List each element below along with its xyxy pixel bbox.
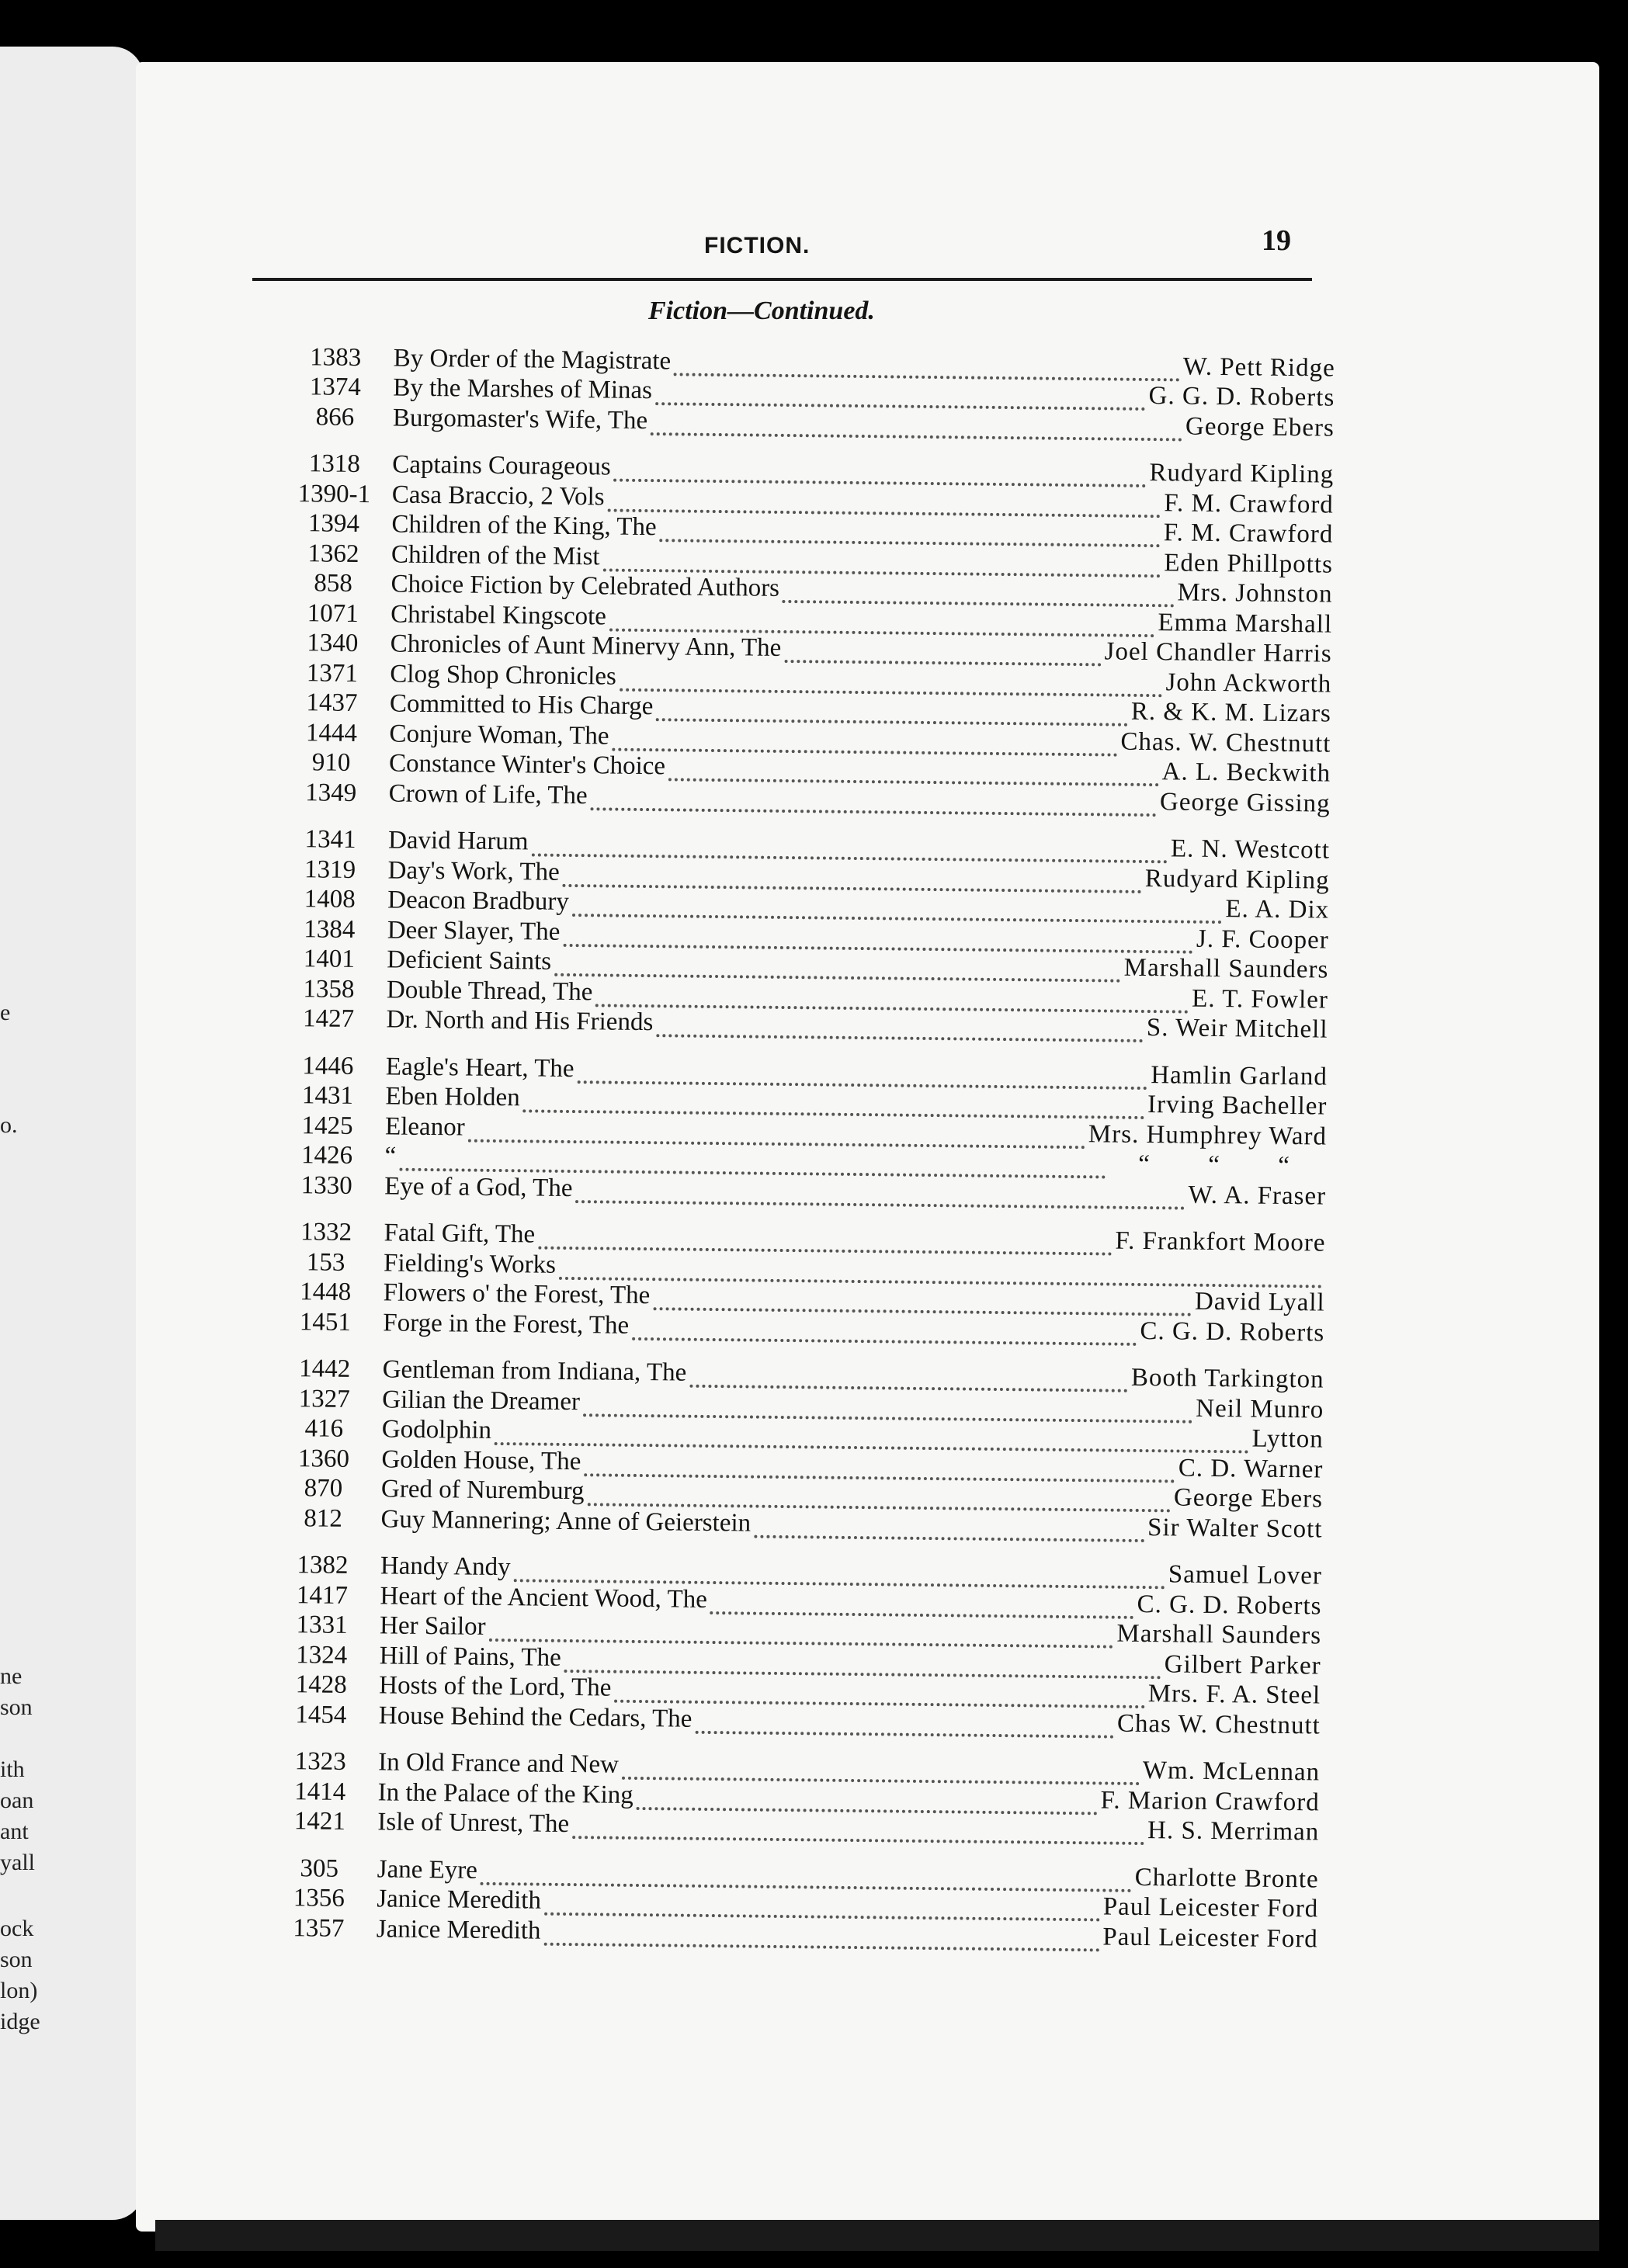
entry-author: Irving Bacheller bbox=[1147, 1091, 1328, 1121]
entry-number: 1324 bbox=[296, 1640, 348, 1670]
entry-author: F. Marion Crawford bbox=[1100, 1785, 1320, 1816]
entry-title: Children of the King, The bbox=[391, 510, 657, 542]
entry-title: Clog Shop Chronicles bbox=[390, 659, 617, 691]
entry-title: Dr. North and His Friends bbox=[386, 1005, 654, 1037]
entry-title: Eleanor bbox=[384, 1111, 465, 1142]
dot-leader bbox=[651, 409, 1182, 441]
entry-number: 416 bbox=[304, 1414, 344, 1443]
entry-title: Burgomaster's Wife, The bbox=[392, 403, 648, 435]
entry-number: 153 bbox=[306, 1247, 345, 1277]
entry-number: 866 bbox=[315, 402, 355, 432]
ditto-marks bbox=[1109, 1150, 1326, 1181]
entry-author: Chas W. Chestnutt bbox=[1116, 1709, 1321, 1740]
entry-title: In Old France and New bbox=[378, 1748, 620, 1779]
entry-number: 812 bbox=[304, 1503, 343, 1533]
dot-leader bbox=[783, 577, 1175, 607]
entry-author: Charlotte Bronte bbox=[1134, 1863, 1319, 1893]
entry-number: 1360 bbox=[297, 1444, 350, 1473]
entry-author: Eden Phillpotts bbox=[1164, 548, 1334, 579]
entry-number: 1425 bbox=[301, 1111, 353, 1140]
entry-title: Conjure Woman, The bbox=[389, 719, 609, 751]
dot-leader bbox=[659, 515, 1161, 547]
entry-title: Constance Winter's Choice bbox=[388, 749, 666, 781]
letter-group bbox=[286, 342, 1335, 442]
letter-group bbox=[283, 448, 1335, 818]
letter-group bbox=[272, 1549, 1322, 1740]
entry-number: 1427 bbox=[302, 1004, 355, 1033]
entry-title: Chronicles of Aunt Minervy Ann, The bbox=[390, 629, 782, 662]
entry-number: 910 bbox=[311, 748, 351, 777]
entry-author: Marshall Saunders bbox=[1123, 953, 1329, 984]
entry-author: George Gissing bbox=[1159, 787, 1331, 818]
entry-author: Sir Walter Scott bbox=[1147, 1513, 1323, 1544]
entry-number: 1071 bbox=[307, 598, 359, 628]
entry-author: Marshall Saunders bbox=[1116, 1619, 1322, 1650]
entry-author: Gilbert Parker bbox=[1164, 1649, 1321, 1680]
entry-title: Hosts of the Lord, The bbox=[379, 1671, 612, 1702]
entry-number: 1394 bbox=[307, 509, 360, 539]
entry-title: House Behind the Cedars, The bbox=[378, 1701, 693, 1733]
entry-author: F. M. Crawford bbox=[1163, 518, 1334, 549]
entry-number: 858 bbox=[314, 569, 353, 598]
entry-title: Deacon Bradbury bbox=[387, 886, 570, 916]
entry-number: 1349 bbox=[305, 778, 357, 807]
entry-author: Emma Marshall bbox=[1158, 608, 1333, 639]
facing-page-fragment: son bbox=[0, 1694, 33, 1720]
dot-leader bbox=[590, 784, 1157, 817]
entry-title: Crown of Life, The bbox=[388, 779, 588, 810]
entry-title: Janice Meredith bbox=[377, 1885, 542, 1915]
page-shadow bbox=[155, 2220, 1599, 2251]
entry-author: John Ackworth bbox=[1165, 668, 1332, 699]
facing-page-fragment: ant bbox=[0, 1819, 29, 1844]
entry-title: David Harum bbox=[387, 826, 529, 856]
entry-author: E. N. Westcott bbox=[1170, 834, 1331, 865]
facing-page-fragment: yall bbox=[0, 1850, 35, 1875]
entry-title: Flowers o' the Forest, The bbox=[383, 1278, 651, 1310]
dot-leader bbox=[674, 349, 1180, 381]
entry-number: 1426 bbox=[300, 1141, 353, 1170]
entry-author: Joel Chandler Harris bbox=[1104, 637, 1332, 668]
entry-author: Booth Tarkington bbox=[1130, 1363, 1324, 1394]
entry-author: C. D. Warner bbox=[1178, 1454, 1324, 1484]
entry-author: George Ebers bbox=[1185, 412, 1335, 442]
entry-author: F. M. Crawford bbox=[1164, 488, 1335, 519]
entry-title: Isle of Unrest, The bbox=[377, 1808, 570, 1839]
running-head: FICTION. bbox=[704, 233, 811, 258]
letter-group bbox=[276, 1216, 1326, 1347]
entry-author: W. A. Fraser bbox=[1188, 1181, 1327, 1211]
entry-title: Christabel Kingscote bbox=[391, 599, 607, 630]
header-rule bbox=[252, 278, 1312, 281]
entry-number: 1357 bbox=[293, 1913, 345, 1943]
entry-number: 1341 bbox=[304, 825, 356, 854]
entry-number: 1448 bbox=[300, 1278, 352, 1306]
facing-page-fragment: idge bbox=[0, 2009, 40, 2034]
entry-number: 1332 bbox=[300, 1218, 352, 1247]
entry-number: 1428 bbox=[295, 1670, 347, 1699]
entry-title: By the Marshes of Minas bbox=[393, 373, 653, 405]
ditto-mark: “ bbox=[1138, 1150, 1151, 1179]
entry-number: 1318 bbox=[308, 449, 360, 479]
facing-page-fragment: o. bbox=[0, 1112, 18, 1138]
entry-number: 1437 bbox=[306, 688, 358, 718]
entry-title: Forge in the Forest, The bbox=[383, 1308, 630, 1340]
entry-author: W. Pett Ridge bbox=[1182, 352, 1335, 383]
dot-leader bbox=[695, 1707, 1114, 1738]
entry-title: Godolphin bbox=[381, 1415, 492, 1444]
entry-author: George Ebers bbox=[1173, 1483, 1324, 1514]
facing-page-fragment: ock bbox=[0, 1916, 34, 1941]
dot-leader bbox=[754, 1511, 1144, 1541]
dot-leader bbox=[632, 1313, 1137, 1345]
entry-author: Rudyard Kipling bbox=[1149, 459, 1335, 489]
entry-title: In the Palace of the King bbox=[377, 1777, 633, 1809]
entry-number: 1356 bbox=[293, 1884, 345, 1913]
entry-author: C. G. D. Roberts bbox=[1137, 1590, 1322, 1621]
entry-title: Gred of Nuremburg bbox=[380, 1475, 585, 1506]
dot-leader bbox=[572, 1812, 1144, 1845]
entry-author: H. S. Merriman bbox=[1147, 1816, 1320, 1847]
entry-title: By Order of the Magistrate bbox=[393, 343, 672, 375]
entry-author: Samuel Lover bbox=[1168, 1560, 1323, 1590]
entry-author: R. & K. M. Lizars bbox=[1130, 697, 1332, 728]
entry-number: 1446 bbox=[302, 1051, 354, 1080]
facing-page bbox=[0, 47, 144, 2220]
entry-author: Paul Leicester Ford bbox=[1102, 1922, 1319, 1953]
entry-title: Fielding's Works bbox=[383, 1248, 557, 1279]
dot-leader bbox=[612, 724, 1117, 756]
entry-title: Eagle's Heart, The bbox=[385, 1052, 574, 1083]
entry-title: Choice Fiction by Celebrated Authors bbox=[391, 570, 780, 602]
entry-title: Jane Eyre bbox=[377, 1854, 478, 1885]
entry-title: Golden House, The bbox=[381, 1444, 581, 1476]
entry-author: J. F. Cooper bbox=[1196, 924, 1329, 955]
entry-number: 1390-1 bbox=[297, 479, 371, 508]
entry-title: Eben Holden bbox=[385, 1082, 520, 1112]
entry-number: 1421 bbox=[293, 1807, 346, 1836]
entry-author: Paul Leicester Ford bbox=[1102, 1892, 1319, 1923]
entry-number: 1340 bbox=[307, 629, 359, 658]
entry-author: Mrs. Johnston bbox=[1177, 578, 1333, 609]
entry-number: 1374 bbox=[309, 373, 362, 402]
entry-author: Hamlin Garland bbox=[1151, 1060, 1328, 1091]
entry-author: G. G. D. Roberts bbox=[1148, 382, 1335, 412]
entry-author: C. G. D. Roberts bbox=[1140, 1316, 1325, 1347]
entry-author: F. Frankfort Moore bbox=[1115, 1226, 1326, 1257]
entry-number: 1383 bbox=[310, 342, 362, 372]
entry-author: Neil Munro bbox=[1196, 1394, 1324, 1424]
entry-author: Chas. W. Chestnutt bbox=[1120, 727, 1331, 758]
entry-number: 1451 bbox=[299, 1307, 352, 1337]
entry-number: 870 bbox=[304, 1474, 343, 1503]
entry-title: Heart of the Ancient Wood, The bbox=[380, 1581, 708, 1614]
entry-number: 1444 bbox=[305, 718, 358, 747]
entry-number: 1323 bbox=[294, 1747, 346, 1776]
entry-title: Double Thread, The bbox=[386, 975, 593, 1006]
entry-author: Rudyard Kipling bbox=[1144, 864, 1330, 895]
entry-number: 1371 bbox=[306, 658, 359, 688]
entry-title: Fatal Gift, The bbox=[384, 1219, 536, 1249]
entry-title: “ bbox=[384, 1142, 397, 1170]
dot-leader bbox=[622, 1753, 1140, 1785]
entry-number: 305 bbox=[300, 1854, 339, 1883]
entry-author: E. A. Dix bbox=[1225, 895, 1330, 924]
entry-number: 1442 bbox=[298, 1354, 351, 1383]
entry-title: Committed to His Charge bbox=[389, 689, 654, 721]
entry-number: 1327 bbox=[298, 1384, 350, 1413]
dot-leader bbox=[710, 1587, 1134, 1618]
entry-author: S. Weir Mitchell bbox=[1146, 1014, 1328, 1044]
entry-title: Casa Braccio, 2 Vols bbox=[391, 480, 605, 511]
fiction-list bbox=[269, 342, 1335, 1971]
entry-title: Captains Courageous bbox=[392, 450, 611, 481]
facing-page-fragment: e bbox=[0, 1000, 11, 1025]
entry-number: 1319 bbox=[304, 855, 356, 884]
dot-leader bbox=[656, 695, 1128, 727]
letter-group bbox=[271, 1746, 1320, 1847]
entry-number: 1417 bbox=[296, 1580, 349, 1610]
page-number: 19 bbox=[1262, 224, 1291, 257]
entry-author: A. L. Beckwith bbox=[1161, 758, 1331, 788]
dot-leader bbox=[543, 1919, 1099, 1951]
entry-number: 1362 bbox=[307, 539, 359, 568]
facing-page-fragment: son bbox=[0, 1947, 33, 1972]
entry-title: Eye of a God, The bbox=[384, 1171, 573, 1202]
entry-author: Mrs. Humphrey Ward bbox=[1088, 1119, 1328, 1151]
entry-number: 1401 bbox=[303, 945, 356, 973]
entry-title: Deficient Saints bbox=[387, 945, 552, 976]
dot-leader bbox=[689, 1361, 1128, 1392]
section-heading: Fiction—Continued. bbox=[648, 297, 875, 325]
entry-number: 1408 bbox=[304, 885, 356, 914]
entry-title: Hill of Pains, The bbox=[379, 1641, 561, 1672]
entry-title: Deer Slayer, The bbox=[387, 915, 561, 946]
dot-leader bbox=[668, 754, 1159, 786]
entry-title: Handy Andy bbox=[380, 1552, 511, 1582]
letter-group bbox=[274, 1353, 1324, 1544]
entry-author: David Lyall bbox=[1194, 1287, 1325, 1317]
entry-author: E. T. Fowler bbox=[1191, 984, 1329, 1014]
dot-leader bbox=[637, 1783, 1098, 1814]
entry-title: Day's Work, The bbox=[387, 855, 560, 886]
entry-number: 1431 bbox=[301, 1081, 354, 1110]
entry-title: Gentleman from Indiana, The bbox=[382, 1355, 687, 1387]
dot-leader bbox=[575, 1177, 1185, 1209]
entry-title: Guy Mannering; Anne of Geierstein bbox=[380, 1504, 752, 1538]
entry-number: 1331 bbox=[296, 1611, 348, 1639]
entry-title: Her Sailor bbox=[379, 1611, 486, 1641]
entry-title: Gilian the Dreamer bbox=[382, 1385, 581, 1416]
entry-title: Children of the Mist bbox=[391, 539, 600, 570]
entry-author: Wm. McLennan bbox=[1142, 1756, 1321, 1787]
facing-page-fragment: lon) bbox=[0, 1978, 38, 2003]
entry-number: 1358 bbox=[303, 974, 355, 1004]
entry-title: Janice Meredith bbox=[376, 1914, 541, 1945]
entry-author: Mrs. F. A. Steel bbox=[1147, 1680, 1321, 1710]
ditto-mark: “ bbox=[1278, 1151, 1290, 1181]
dot-leader bbox=[655, 379, 1146, 411]
entry-number: 1330 bbox=[300, 1170, 352, 1200]
dot-leader bbox=[784, 636, 1102, 666]
facing-page-fragment: ith bbox=[0, 1756, 25, 1782]
dot-leader bbox=[656, 1011, 1144, 1042]
letter-group bbox=[278, 1050, 1328, 1211]
letter-group bbox=[279, 824, 1330, 1044]
entry-number: 1414 bbox=[294, 1777, 346, 1806]
entry-author: Lytton bbox=[1251, 1424, 1324, 1454]
ditto-mark: “ bbox=[1208, 1150, 1220, 1180]
entry-number: 1454 bbox=[295, 1700, 347, 1729]
facing-page-fragment: ne bbox=[0, 1663, 23, 1689]
entry-number: 1384 bbox=[304, 914, 356, 944]
letter-group bbox=[270, 1853, 1319, 1954]
facing-page-fragment: oan bbox=[0, 1788, 34, 1813]
entry-number: 1382 bbox=[297, 1551, 349, 1580]
